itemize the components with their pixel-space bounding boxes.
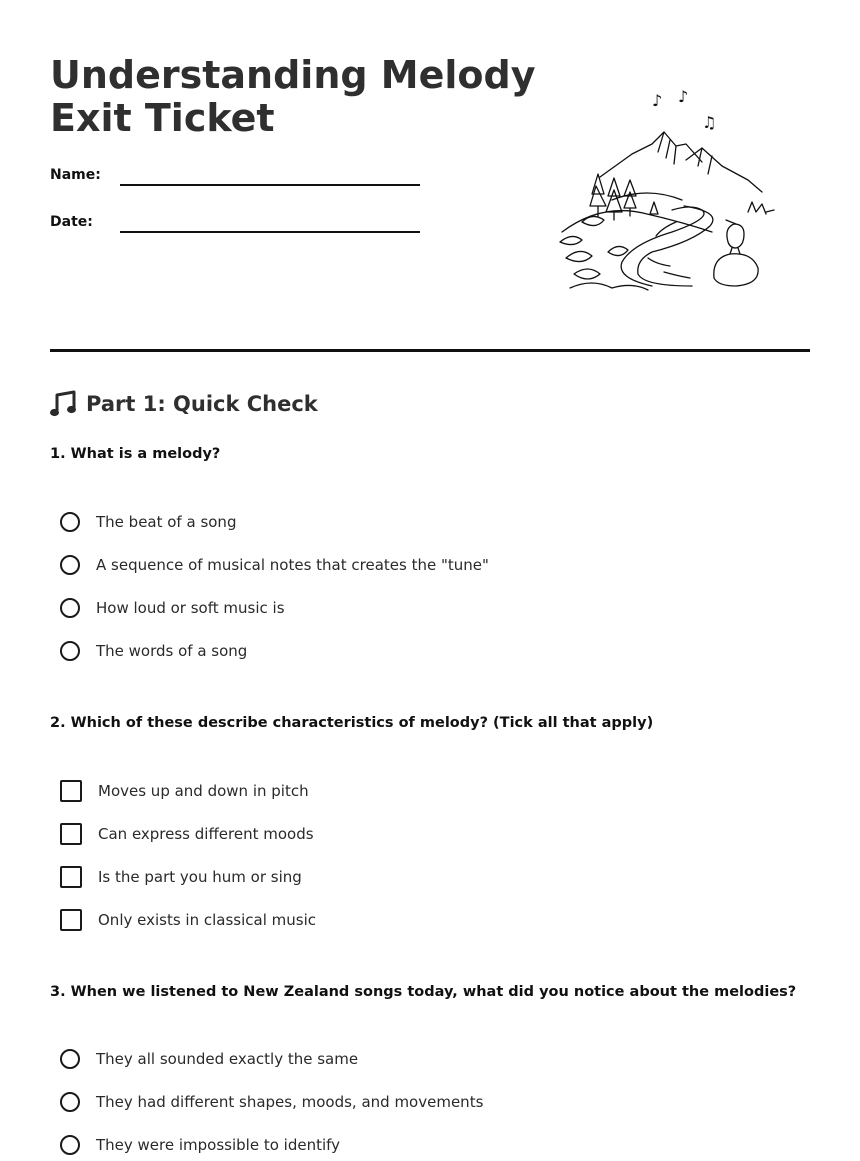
radio-button[interactable]: [60, 1092, 80, 1112]
question-3: 3. When we listened to New Zealand songs today, what did you notice about the melodies?: [50, 984, 797, 1000]
q2-option-4[interactable]: [60, 907, 316, 933]
radio-button[interactable]: [60, 641, 80, 661]
date-field[interactable]: [50, 209, 430, 239]
hill-icon: [562, 211, 712, 232]
name-label: Name:: [50, 167, 101, 183]
q1-option-1[interactable]: [60, 509, 236, 535]
checkbox[interactable]: [60, 909, 82, 931]
mountain-ridges-icon: [658, 132, 676, 164]
option-label: A sequence of musical notes that creates the "tune": [96, 556, 489, 574]
radio-button[interactable]: [60, 1135, 80, 1155]
mountain-left-icon: [600, 132, 702, 177]
q3-option-3[interactable]: [60, 1132, 340, 1158]
option-label: The beat of a song: [96, 513, 237, 531]
music-note-icon-2: ♪: [678, 87, 689, 106]
music-note-icon: [50, 390, 76, 418]
radio-button[interactable]: [60, 1049, 80, 1069]
name-line[interactable]: [120, 184, 420, 186]
radio-button[interactable]: [60, 555, 80, 575]
checkbox[interactable]: [60, 823, 82, 845]
q3-option-1[interactable]: [60, 1046, 358, 1072]
question-1: 1. What is a melody?: [50, 446, 221, 462]
q2-option-2[interactable]: [60, 821, 314, 847]
question-2: 2. Which of these describe characteristics of melody? (Tick all that apply): [50, 715, 654, 731]
option-label: Moves up and down in pitch: [98, 782, 309, 800]
option-label: Is the part you hum or sing: [98, 868, 302, 886]
radio-button[interactable]: [60, 598, 80, 618]
title-line-2: Exit Ticket: [50, 96, 275, 140]
name-field[interactable]: [50, 162, 430, 192]
fern-icon: [560, 236, 600, 279]
q1-option-2[interactable]: [60, 552, 489, 578]
section-title: Part 1: Quick Check: [86, 392, 318, 416]
music-notes-icon: ♫: [702, 113, 717, 132]
bird-icon: [727, 224, 744, 248]
music-note-icon-1: ♪: [652, 91, 663, 110]
rock-icon: [714, 254, 758, 286]
option-label: The words of a song: [96, 642, 248, 660]
q2-option-3[interactable]: [60, 864, 302, 890]
option-label: How loud or soft music is: [96, 599, 285, 617]
q1-option-4[interactable]: [60, 638, 247, 664]
mountain-right-icon: [686, 148, 762, 192]
radio-button[interactable]: [60, 512, 80, 532]
option-label: Only exists in classical music: [98, 911, 316, 929]
q2-option-1[interactable]: [60, 778, 309, 804]
river-icon: [621, 207, 704, 286]
date-line[interactable]: [120, 231, 420, 233]
section-divider: [50, 349, 810, 352]
checkbox[interactable]: [60, 866, 82, 888]
option-label: They had different shapes, moods, and movements: [96, 1093, 484, 1111]
option-label: They all sounded exactly the same: [96, 1050, 359, 1068]
checkbox[interactable]: [60, 780, 82, 802]
q3-option-2[interactable]: [60, 1089, 483, 1115]
section-heading: [50, 388, 318, 420]
option-label: Can express different moods: [98, 825, 314, 843]
page-title: [50, 54, 536, 140]
tree-icon: [590, 174, 606, 216]
landscape-illustration: [552, 82, 782, 297]
option-label: They were impossible to identify: [96, 1136, 341, 1154]
title-line-1: Understanding Melody: [50, 53, 536, 97]
q1-option-3[interactable]: [60, 595, 285, 621]
date-label: Date:: [50, 214, 93, 230]
